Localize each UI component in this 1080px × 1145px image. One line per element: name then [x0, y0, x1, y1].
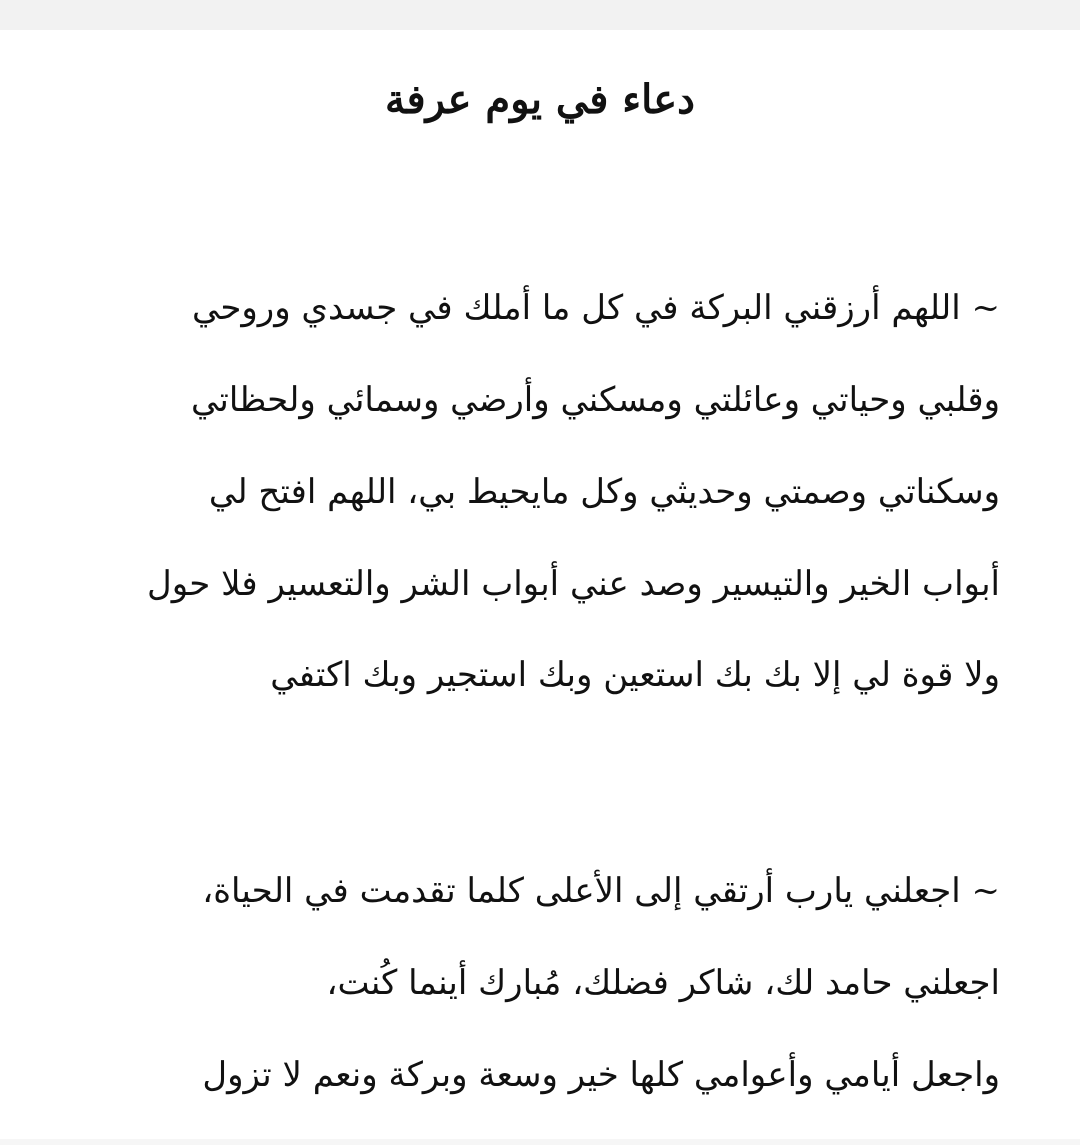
text-line: اجعلني حامد لك، شاكر فضلك، مُبارك أينما كُنت، — [326, 963, 1000, 1003]
top-status-strip — [0, 0, 1080, 30]
bottom-edge-strip — [0, 1139, 1080, 1145]
text-line: ولا قوة لي إلا بك بك استعين وبك استجير وبك اكتفي — [270, 655, 1000, 695]
document-page — [0, 30, 1080, 1139]
text-line: ~ اجعلني يارب أرتقي إلى الأعلى كلما تقدمت في الحياة، — [202, 871, 1000, 911]
text-line: وسكناتي وصمتي وحديثي وكل مايحيط بي، اللهم افتح لي — [208, 472, 1000, 512]
text-line: أبواب الخير والتيسير وصد عني أبواب الشر والتعسير فلا حول — [147, 564, 1000, 604]
page-title: دعاء في يوم عرفة — [385, 76, 695, 123]
text-line: وقلبي وحياتي وعائلتي ومسكني وأرضي وسمائي ولحظاتي — [191, 380, 1000, 420]
prayer-paragraph-1 — [50, 262, 1000, 720]
text-line: ~ اللهم أرزقني البركة في كل ما أملك في جسدي وروحي — [192, 288, 1000, 328]
text-line: واجعل أيامي وأعوامي كلها خير وسعة وبركة ونعم لا تزول — [202, 1055, 1000, 1095]
prayer-paragraph-2 — [50, 845, 1000, 1121]
